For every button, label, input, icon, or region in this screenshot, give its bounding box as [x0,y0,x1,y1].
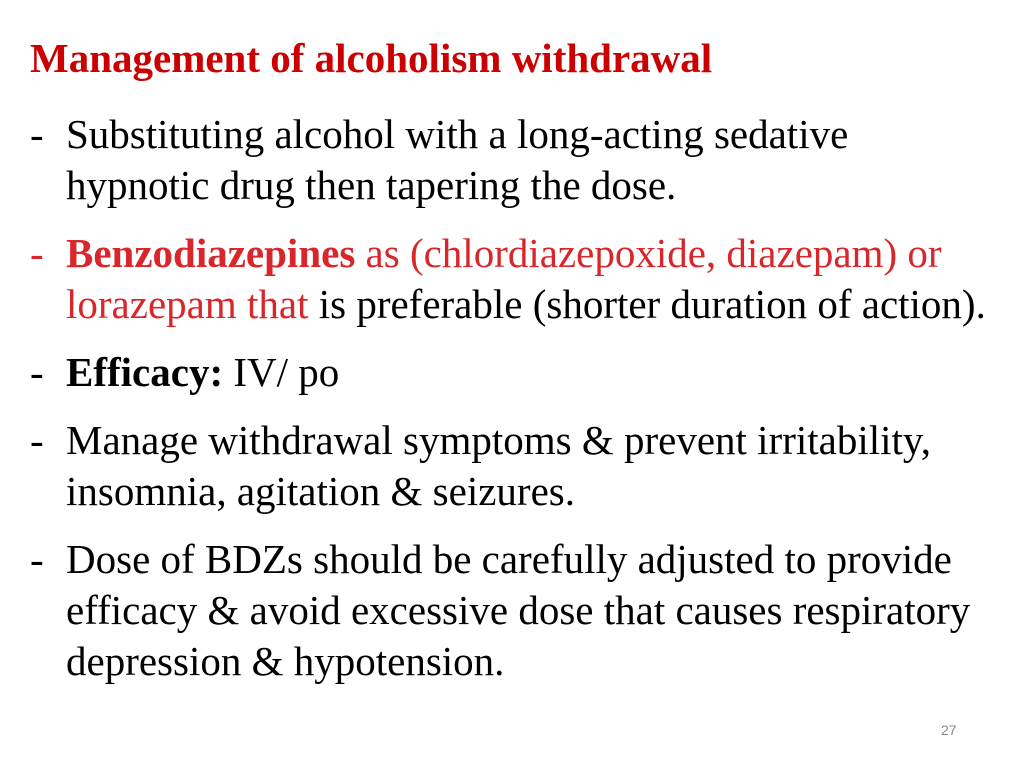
bullet-text: Manage withdrawal symptoms & prevent irritability, insomnia, agitation & seizures. [66,417,931,514]
bullet-marker: - [30,536,44,582]
bullet-text: Dose of BDZs should be carefully adjusted to provide efficacy & avoid excessive dose that causes respiratory depression & hypotension. [66,536,971,684]
bullet-highlight-text: as (chlordiazepoxide, diazepam) or lorazepam that [66,230,942,327]
bullet-item-manage-symptoms [30,415,990,517]
bullet-item-dose-adjustment [30,534,990,687]
bullet-text: IV/ po [223,349,340,395]
bullet-marker: - [30,230,44,276]
bullet-bold-term: Efficacy: [66,349,224,395]
bullet-text-container [66,228,990,330]
bullet-item-efficacy [30,347,990,398]
bullet-item-benzodiazepines [30,228,990,330]
bullet-marker: - [30,417,44,463]
bullet-item-substitution [30,109,990,211]
bullet-text: Substituting alcohol with a long-acting sedative hypnotic drug then tapering the dose. [66,111,849,208]
bullet-marker: - [30,349,44,395]
bullet-text-container [66,347,990,398]
bullet-marker: - [30,111,44,157]
slide-title: Management of alcoholism withdrawal [30,35,713,81]
bullet-highlight-term: Benzodiazepines [66,230,356,276]
bullet-text: is preferable (shorter duration of action). [308,281,986,327]
bullet-list [30,109,990,704]
page-number: 27 [941,722,957,738]
